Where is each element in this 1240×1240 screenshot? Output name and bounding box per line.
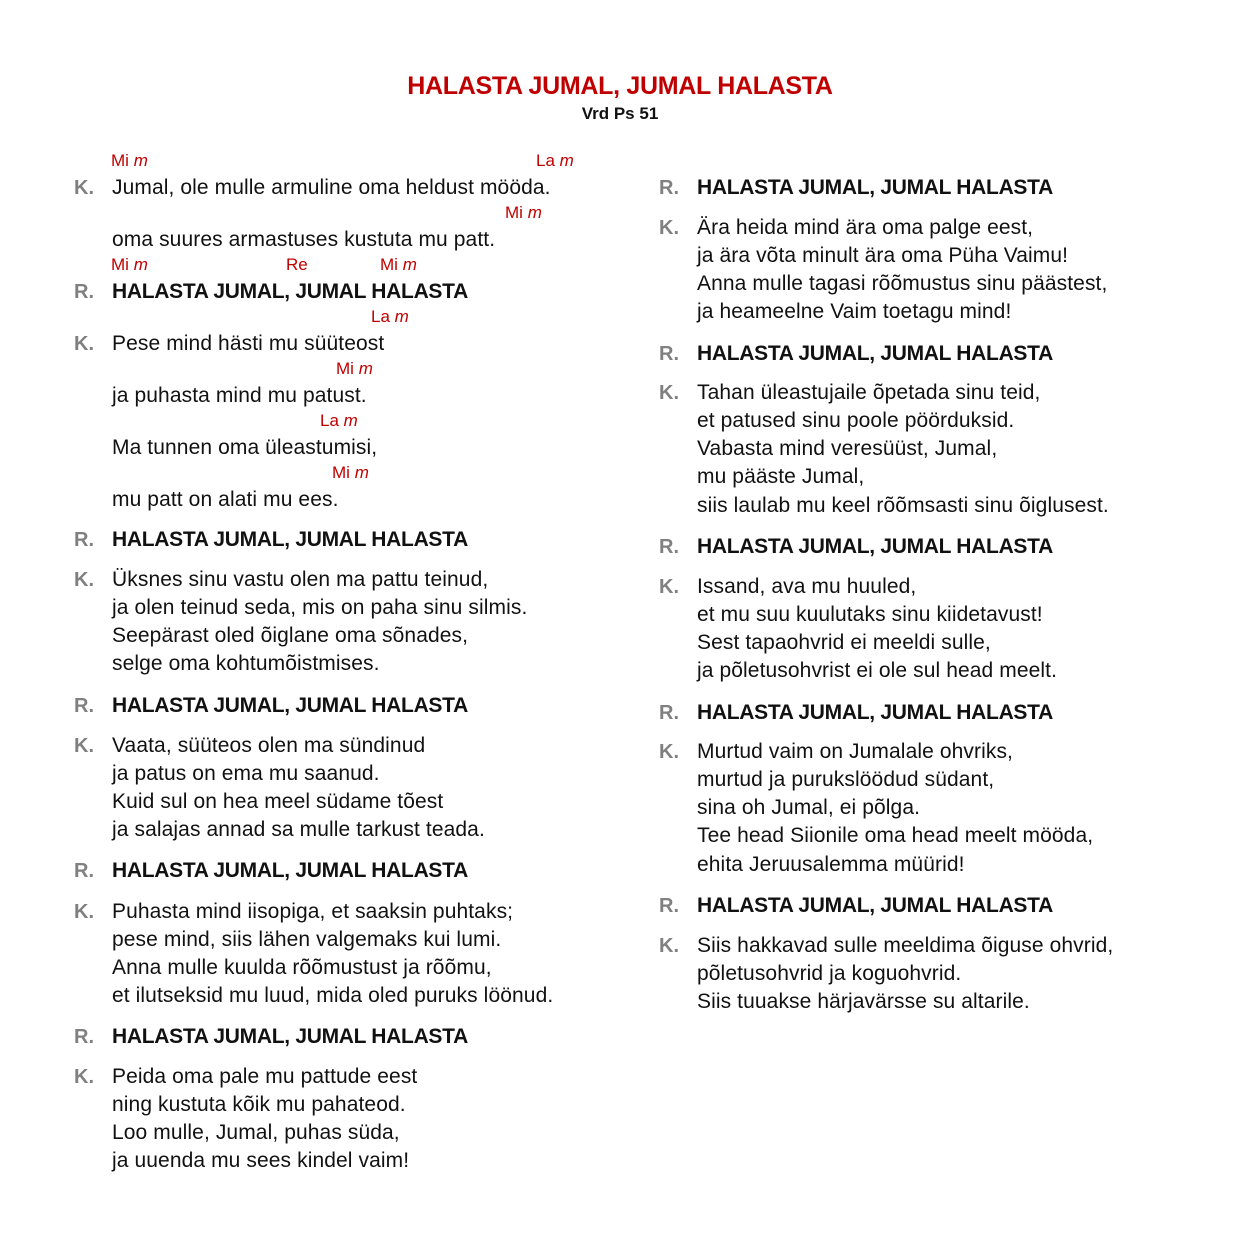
verse-label: K. [74,333,94,355]
verse-label: K. [74,735,94,757]
verse-line: ja põletusohvrist ei ole sul head meelt. [697,659,1058,682]
verse-line: Ma tunnen oma üleastumisi, [112,436,378,459]
refrain-line: HALASTA JUMAL, JUMAL HALASTA [697,701,1053,724]
verse-line: Vabasta mind veresüüst, Jumal, [697,437,998,460]
page-subtitle: Vrd Ps 51 [581,104,659,123]
verse-line: Tee head Siionile oma head meelt mööda, [697,824,1094,847]
verse-line: pese mind, siis lähen valgemaks kui lumi. [112,928,502,951]
verse-line: Ära heida mind ära oma palge eest, [697,216,1034,239]
chord: La m [371,307,409,326]
verse-label: K. [659,741,679,763]
refrain-label: R. [659,343,679,365]
chord: La m [536,151,574,170]
verse-line: Kuid sul on hea meel südame tõest [112,790,444,813]
verse-line: et mu suu kuulutaks sinu kiidetavust! [697,603,1043,626]
verse-line: Sest tapaohvrid ei meeldi sulle, [697,631,991,654]
refrain-label: R. [74,1026,94,1048]
verse-line: selge oma kohtumõistmises. [112,652,380,675]
verse-line: põletusohvrid ja koguohvrid. [697,962,962,985]
verse-line: Anna mulle kuulda rõõmustust ja rõõmu, [112,956,492,979]
verse-label: K. [74,1066,94,1088]
refrain-label: R. [74,860,94,882]
refrain-label: R. [74,529,94,551]
chord: Mi m [505,203,542,222]
chord: La m [320,411,358,430]
verse-line: ja heameelne Vaim toetagu mind! [697,300,1012,323]
refrain-line: HALASTA JUMAL, JUMAL HALASTA [112,1025,468,1048]
verse-line: murtud ja purukslöödud südant, [697,768,995,791]
refrain-line: HALASTA JUMAL, JUMAL HALASTA [112,280,468,303]
verse-line: ja uuenda mu sees kindel vaim! [112,1149,410,1172]
refrain-label: R. [659,177,679,199]
chord: Mi m [336,359,373,378]
refrain-line: HALASTA JUMAL, JUMAL HALASTA [112,528,468,551]
verse-line: mu patt on alati mu ees. [112,488,339,511]
refrain-label: R. [659,536,679,558]
verse-label: K. [74,901,94,923]
refrain-line: HALASTA JUMAL, JUMAL HALASTA [697,894,1053,917]
refrain-label: R. [74,281,94,303]
verse-line: Üksnes sinu vastu olen ma pattu teinud, [112,568,489,591]
verse-line: ja salajas annad sa mulle tarkust teada. [112,818,485,841]
refrain-label: R. [74,695,94,717]
verse-line: Issand, ava mu huuled, [697,575,917,598]
refrain-line: HALASTA JUMAL, JUMAL HALASTA [697,176,1053,199]
verse-line: Vaata, süüteos olen ma sündinud [112,734,426,757]
verse-line: Jumal, ole mulle armuline oma heldust mööda. [112,176,551,199]
verse-line: sina oh Jumal, ei põlga. [697,796,921,819]
verse-line: ning kustuta kõik mu pahateod. [112,1093,406,1116]
verse-line: ja ära võta minult ära oma Püha Vaimu! [697,244,1069,267]
verse-line: Peida oma pale mu pattude eest [112,1065,418,1088]
verse-line: oma suures armastuses kustuta mu patt. [112,228,496,251]
refrain-line: HALASTA JUMAL, JUMAL HALASTA [697,342,1053,365]
verse-label: K. [659,935,679,957]
page-title: HALASTA JUMAL, JUMAL HALASTA [407,72,833,100]
verse-label: K. [659,217,679,239]
chord: Mi m [111,151,148,170]
verse-line: Pese mind hästi mu süüteost [112,332,385,355]
chord: Mi m [332,463,369,482]
chord: Mi m [111,255,148,274]
verse-line: et patused sinu poole pöörduksid. [697,409,1015,432]
verse-line: mu pääste Jumal, [697,465,865,488]
verse-line: siis laulab mu keel rõõmsasti sinu õiglusest. [697,494,1109,517]
verse-line: Tahan üleastujaile õpetada sinu teid, [697,381,1041,404]
refrain-line: HALASTA JUMAL, JUMAL HALASTA [697,535,1053,558]
refrain-label: R. [659,895,679,917]
verse-line: Seepärast oled õiglane oma sõnades, [112,624,469,647]
verse-label: K. [74,569,94,591]
refrain-line: HALASTA JUMAL, JUMAL HALASTA [112,694,468,717]
verse-line: Loo mulle, Jumal, puhas süda, [112,1121,400,1144]
verse-line: ehita Jeruusalemma müürid! [697,853,965,876]
verse-line: Puhasta mind iisopiga, et saaksin puhtaks; [112,900,514,923]
chord: Re [286,255,308,274]
refrain-label: R. [659,702,679,724]
verse-line: Siis tuuakse härjavärsse su altarile. [697,990,1030,1013]
verse-line: Murtud vaim on Jumalale ohvriks, [697,740,1013,763]
verse-label: K. [74,177,94,199]
verse-line: Siis hakkavad sulle meeldima õiguse ohvrid, [697,934,1114,957]
refrain-line: HALASTA JUMAL, JUMAL HALASTA [112,859,468,882]
verse-line: ja patus on ema mu saanud. [112,762,380,785]
verse-line: ja puhasta mind mu patust. [112,384,367,407]
verse-label: K. [659,576,679,598]
verse-line: Anna mulle tagasi rõõmustus sinu päästest, [697,272,1108,295]
verse-label: K. [659,382,679,404]
verse-line: et ilutseksid mu luud, mida oled puruks löönud. [112,984,554,1007]
chord: Mi m [380,255,417,274]
verse-line: ja olen teinud seda, mis on paha sinu silmis. [112,596,528,619]
